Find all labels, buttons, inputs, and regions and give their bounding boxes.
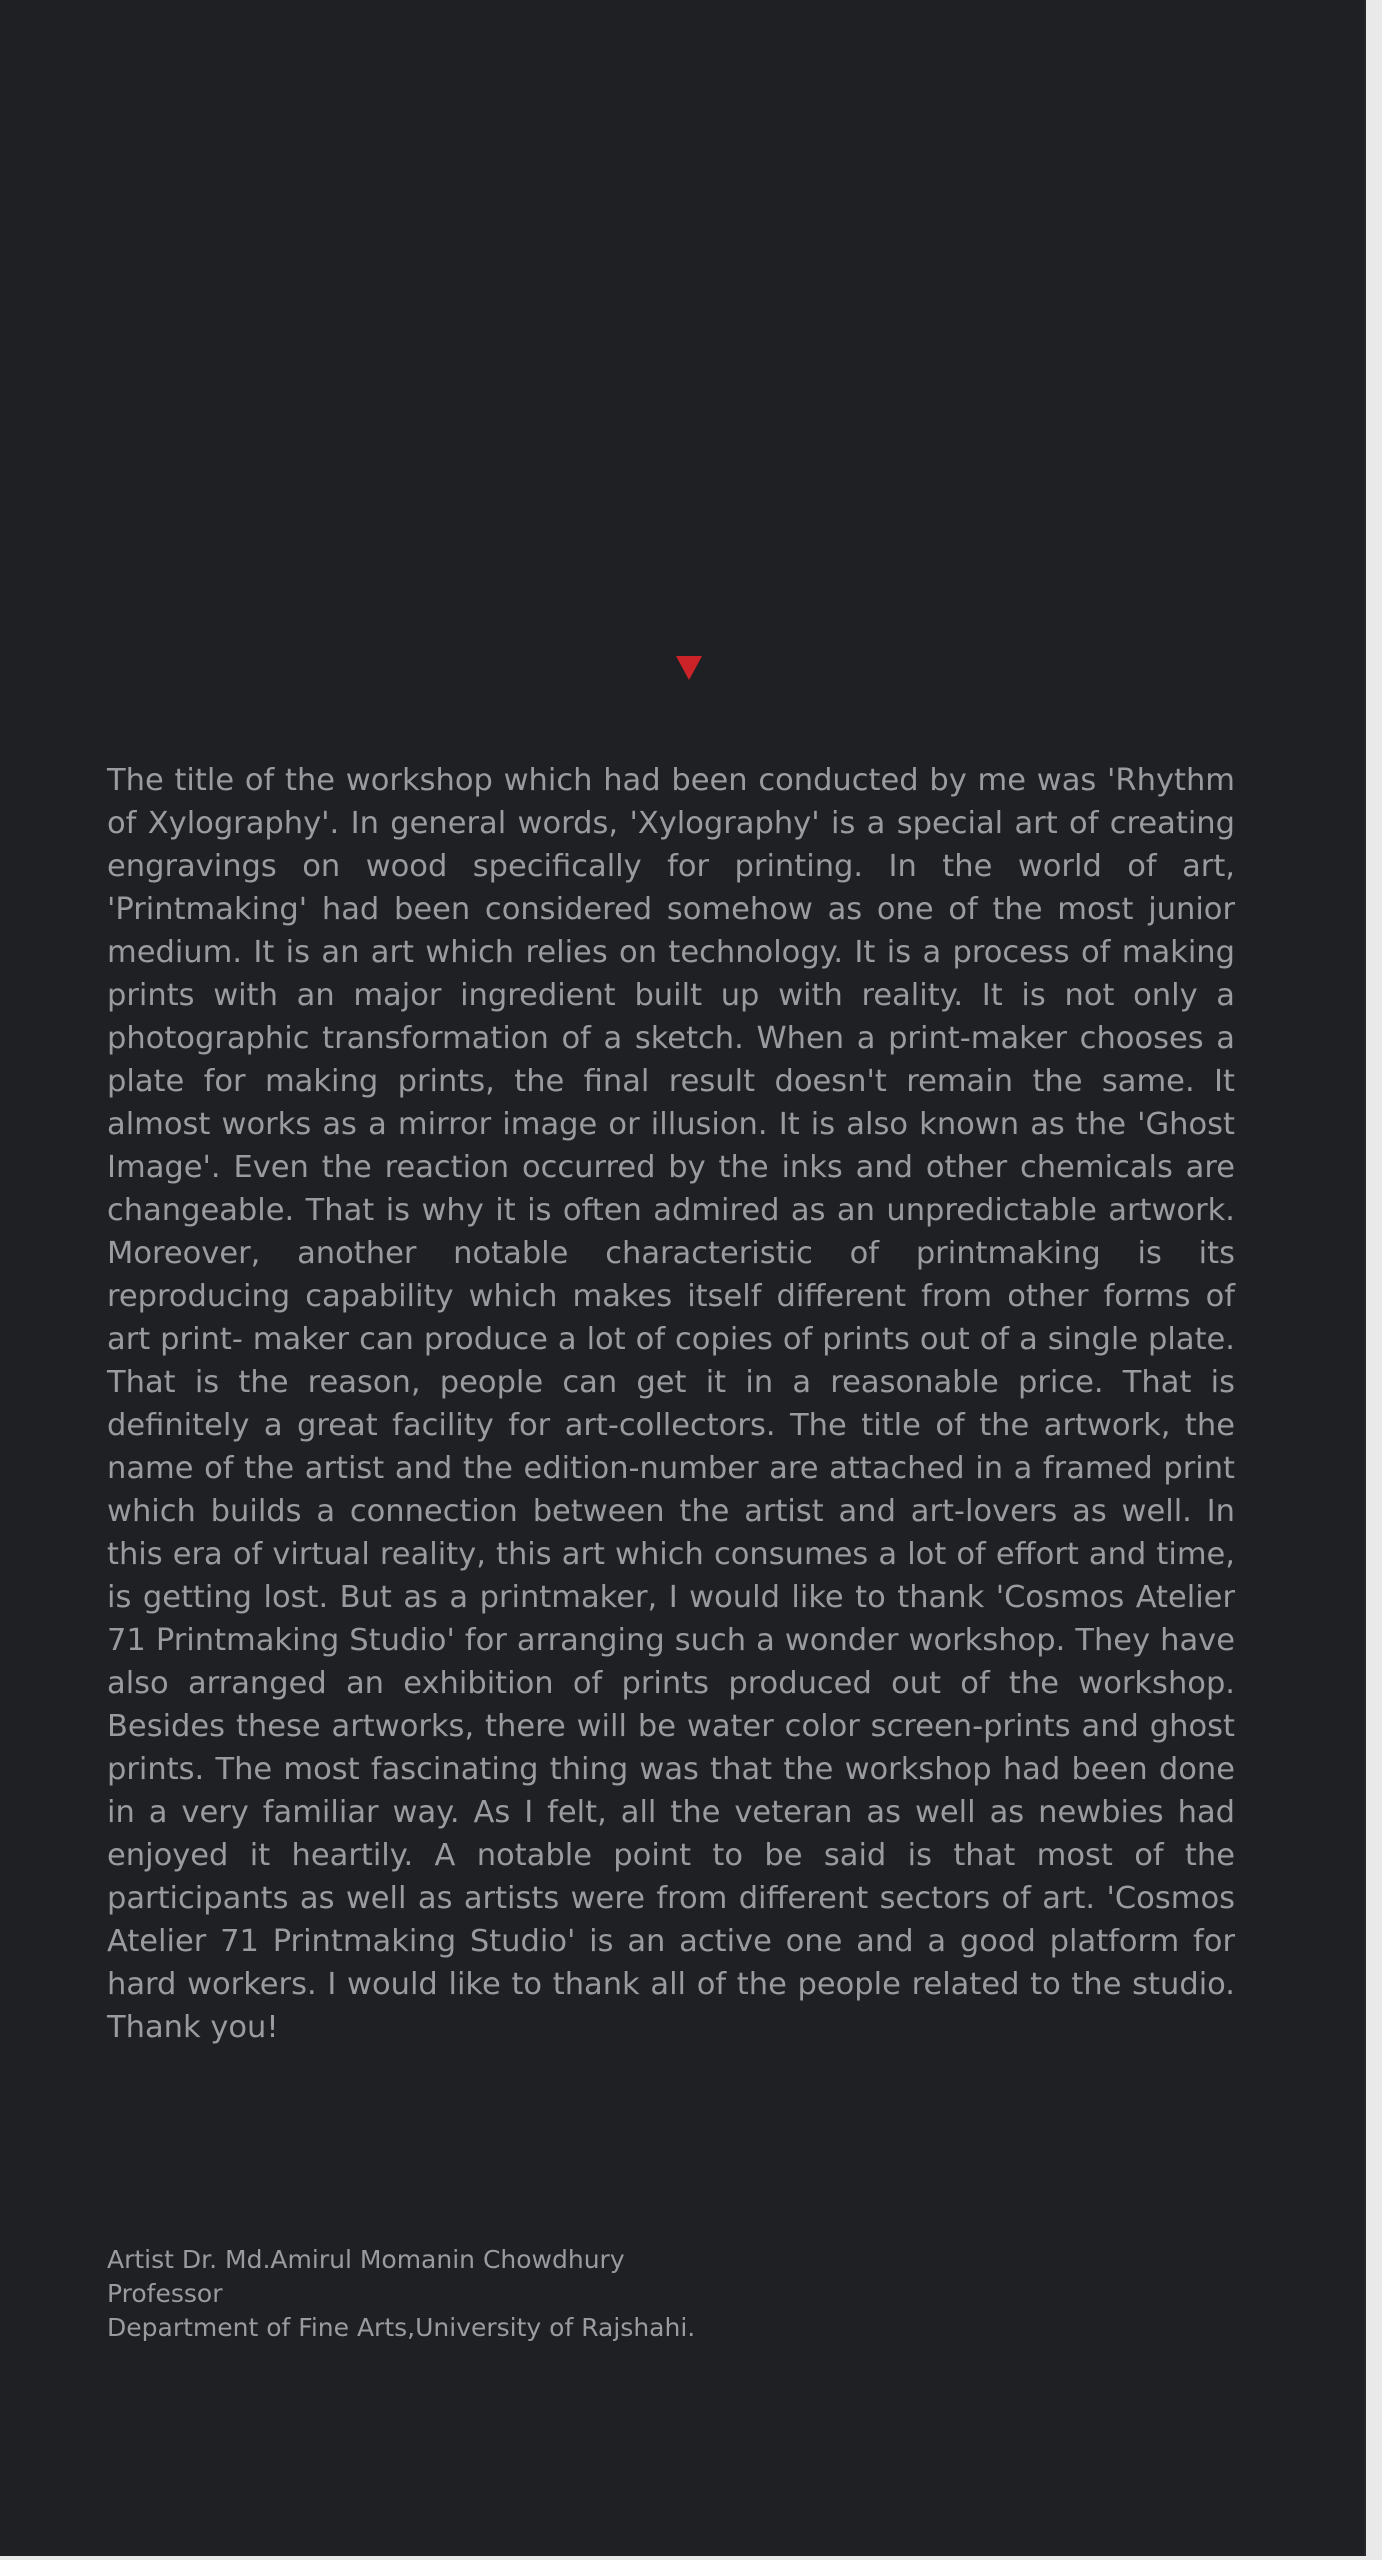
signature-title: Professor — [107, 2279, 223, 2308]
signature-block — [107, 2243, 1007, 2345]
red-triangle-down-icon — [676, 656, 702, 680]
signature-affiliation: Department of Fine Arts,University of Rajshahi. — [107, 2313, 696, 2342]
article-body: The title of the workshop which had been conducted by me was 'Rhythm of Xylography'. In general words, 'Xylography' is a special art of creating engravings on wood specifically for printing. In the world of art, 'Printmaking' had been considered somehow as one of the most junior medium. It is an art which relies on technology. It is a process of making prints with an major ingredient built up with reality. It is not only a photographic transformation of a sketch. When a print-maker chooses a plate for making prints, the final result doesn't remain the same. It almost works as a mirror image or illusion. It is also known as the 'Ghost Image'. Even the reaction occurred by the inks and other chemicals are changeable. That is why it is often admired as an unpredictable artwork. Moreover, another notable characteristic of printmaking is its reproducing capability which makes itself different from other forms of art print- maker can produce a lot of copies of prints out of a single plate. That is the reason, people can get it in a reasonable price. That is definitely a great facility for art-collectors. The title of the artwork, the name of the artist and the edition-number are attached in a framed print which builds a connection between the artist and art-lovers as well. In this era of virtual reality, this art which consumes a lot of effort and time, is getting lost. But as a printmaker, I would like to thank 'Cosmos Atelier 71 Printmaking Studio' for arranging such a wonder workshop. They have also arranged an exhibition of prints produced out of the workshop. Besides these artworks, there will be water color screen-prints and ghost prints. The most fascinating thing was that the workshop had been done in a very familiar way. As I felt, all the veteran as well as newbies had enjoyed it heartily. A notable point to be said is that most of the participants as well as artists were from different sectors of art. 'Cosmos Atelier 71 Printmaking Studio' is an active one and a good platform for hard workers. I would like to thank all of the people related to the studio. Thank you! — [107, 763, 1235, 2045]
signature-name: Artist Dr. Md.Amirul Momanin Chowdhury — [107, 2245, 625, 2274]
